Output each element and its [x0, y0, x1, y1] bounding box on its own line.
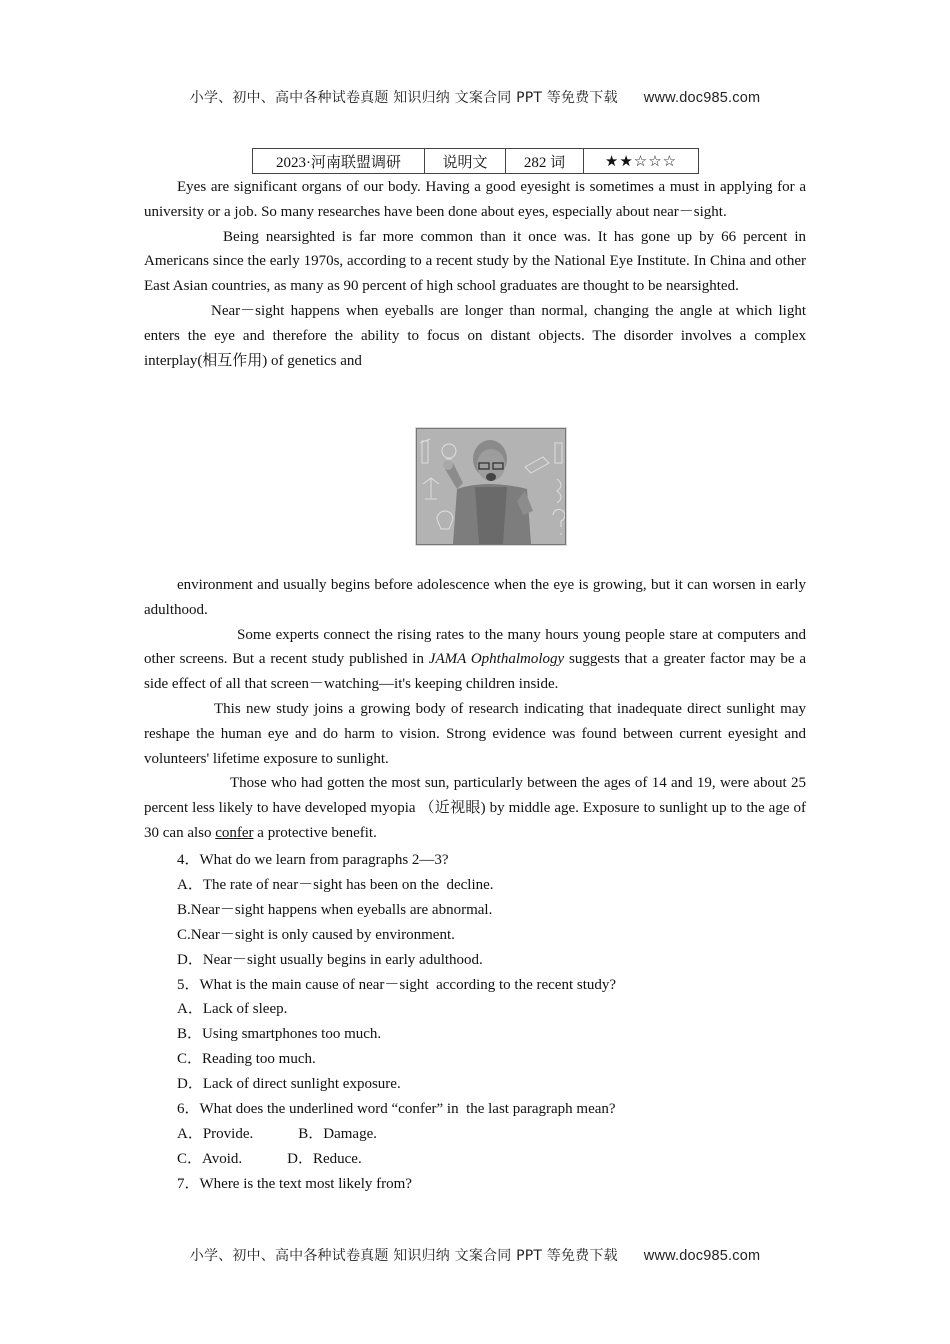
watermark-url[interactable]: www.doc985.com	[643, 90, 761, 106]
option-c: C.Near－sight is only caused by environment.	[177, 926, 455, 943]
options-row-cd: C．Avoid. D．Reduce.	[177, 1150, 362, 1167]
article-image	[416, 428, 566, 545]
watermark-url[interactable]: www.doc985.com	[643, 1248, 761, 1264]
option-a: A．The rate of near－sight has been on the decline.	[177, 876, 494, 893]
options-row-ab: A．Provide. B．Damage.	[177, 1125, 377, 1142]
question-4	[177, 848, 737, 973]
question-5	[177, 973, 737, 1098]
question-stem: 5．What is the main cause of near－sight according to the recent study?	[177, 976, 617, 993]
source-cell: 2023·河南联盟调研	[253, 149, 425, 174]
difficulty-stars: ★★☆☆☆	[584, 149, 699, 174]
boy-with-glasses-illustration	[417, 429, 565, 544]
genre-cell: 说明文	[425, 149, 506, 174]
paragraph-1: Eyes are significant organs of our body. Having a good eyesight is sometimes a must in applying for a university or a job. So many researches have been done about eyes, especially about near－sight.	[144, 179, 806, 220]
paragraph-2: Being nearsighted is far more common than it once was. It has gone up by 66 percent in Americans since the early 1970s, according to a recent study by the National Eye Institute. In China and other East Asian countries, as many as 90 percent of high school graduates are thought to be nearsighted.	[144, 228, 806, 295]
passage-info-table	[252, 148, 699, 174]
watermark-text: 小学、初中、高中各种试卷真题 知识归纳 文案合同 PPT 等免费下载	[189, 90, 618, 106]
paragraph-3-continued: environment and usually begins before adolescence when the eye is growing, but it can worsen in early adulthood.	[144, 577, 806, 618]
info-row	[253, 149, 699, 174]
journal-name: JAMA Ophthalmology	[428, 651, 565, 668]
questions-section	[177, 848, 737, 1197]
question-stem: 4．What do we learn from paragraphs 2—3?	[177, 852, 449, 868]
question-7	[177, 1172, 737, 1197]
paragraph-4: Some experts connect the rising rates to the many hours young people stare at computers and other screens. But a recent study published in JAMA Ophthalmology suggests that a greater factor may be a side effect of all that screen－watching—it's keeping children inside.	[144, 626, 806, 693]
paragraph-6: Those who had gotten the most sun, particularly between the ages of 14 and 19, were about 25 percent less likely to have developed myopia （近视眼) by middle age. Exposure to sunlight up to the age of 30 can also confer a protective benefit.	[144, 775, 806, 841]
paragraph-3: Near－sight happens when eyeballs are longer than normal, changing the angle at which light enters the eye and therefore the ability to focus on distant objects. The disorder involves a complex interplay(相互作用) of genetics and	[144, 302, 806, 369]
article-top	[144, 175, 806, 373]
option-c: C．Reading too much.	[177, 1051, 316, 1068]
option-b: B.Near－sight happens when eyeballs are abnormal.	[177, 901, 493, 918]
question-stem: 7．Where is the text most likely from?	[177, 1175, 412, 1192]
option-b: B．Using smartphones too much.	[177, 1026, 382, 1043]
paragraph-5: This new study joins a growing body of research indicating that inadequate direct sunlight may reshape the human eye and do harm to vision. Strong evidence was found between current eyesight and volunteers' lifetime exposure to sunlight.	[144, 700, 806, 767]
option-a: A．Lack of sleep.	[177, 1001, 288, 1018]
header-watermark	[0, 87, 950, 107]
underlined-word-confer: confer	[215, 824, 254, 841]
footer-watermark	[0, 1245, 950, 1265]
watermark-text: 小学、初中、高中各种试卷真题 知识归纳 文案合同 PPT 等免费下载	[189, 1248, 618, 1264]
word-count-cell: 282 词	[506, 149, 584, 174]
question-stem: 6．What does the underlined word “confer” in the last paragraph mean?	[177, 1101, 616, 1118]
question-6	[177, 1097, 737, 1172]
option-d: D．Lack of direct sunlight exposure.	[177, 1076, 401, 1093]
article-bottom	[144, 573, 806, 846]
option-d: D．Near－sight usually begins in early adulthood.	[177, 951, 483, 968]
